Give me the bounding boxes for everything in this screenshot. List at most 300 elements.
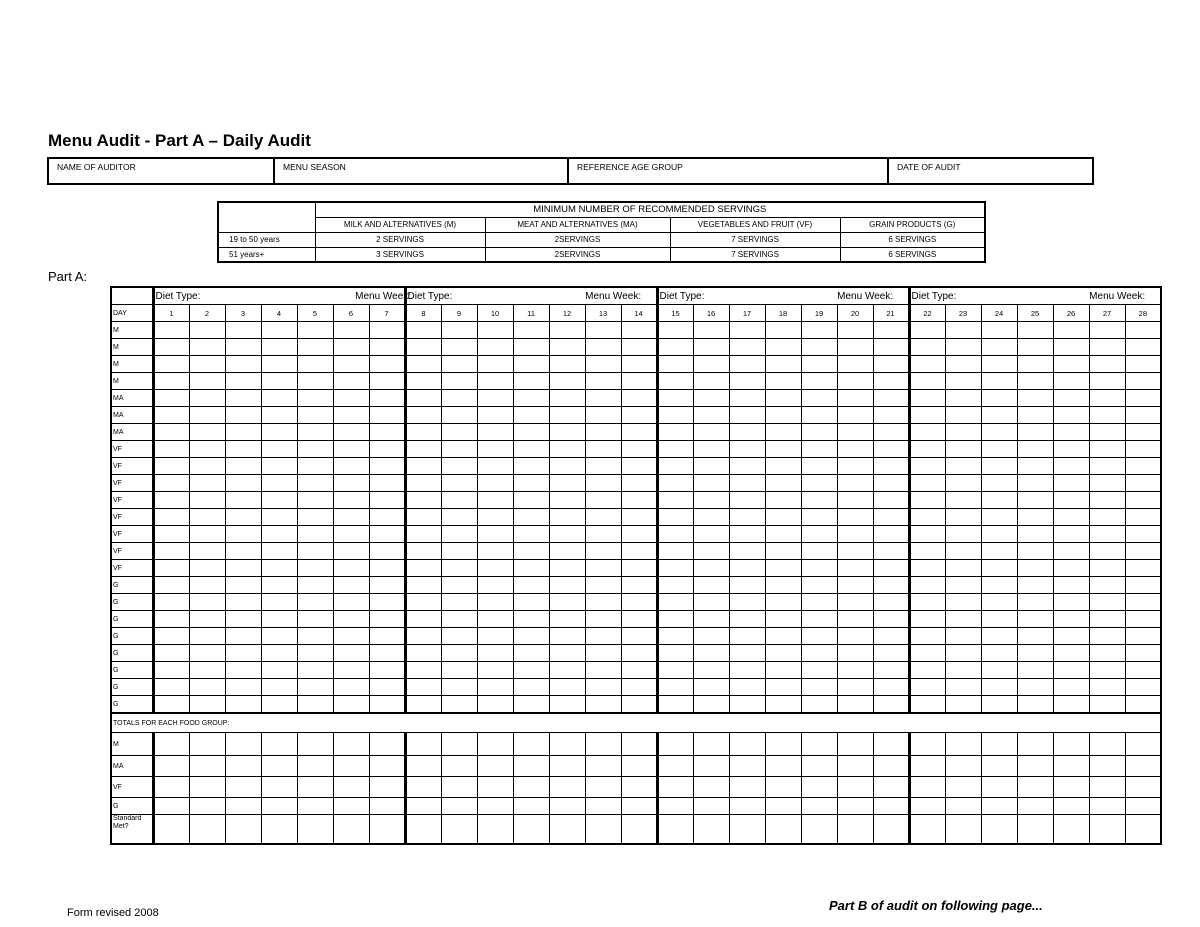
serving-entry-cell[interactable] bbox=[477, 373, 513, 390]
serving-entry-cell[interactable] bbox=[261, 577, 297, 594]
serving-entry-cell[interactable] bbox=[945, 509, 981, 526]
total-entry-cell[interactable] bbox=[729, 733, 765, 756]
serving-entry-cell[interactable] bbox=[405, 679, 441, 696]
serving-entry-cell[interactable] bbox=[333, 509, 369, 526]
serving-entry-cell[interactable] bbox=[333, 441, 369, 458]
serving-entry-cell[interactable] bbox=[981, 526, 1017, 543]
serving-entry-cell[interactable] bbox=[657, 696, 693, 714]
serving-entry-cell[interactable] bbox=[693, 373, 729, 390]
serving-entry-cell[interactable] bbox=[405, 645, 441, 662]
serving-entry-cell[interactable] bbox=[261, 441, 297, 458]
serving-entry-cell[interactable] bbox=[333, 356, 369, 373]
total-entry-cell[interactable] bbox=[1125, 798, 1161, 815]
serving-entry-cell[interactable] bbox=[657, 560, 693, 577]
serving-entry-cell[interactable] bbox=[729, 424, 765, 441]
total-entry-cell[interactable] bbox=[1017, 733, 1053, 756]
serving-entry-cell[interactable] bbox=[765, 526, 801, 543]
serving-entry-cell[interactable] bbox=[873, 373, 909, 390]
serving-entry-cell[interactable] bbox=[477, 645, 513, 662]
total-entry-cell[interactable] bbox=[261, 756, 297, 777]
total-entry-cell[interactable] bbox=[765, 777, 801, 798]
serving-entry-cell[interactable] bbox=[189, 322, 225, 339]
total-entry-cell[interactable] bbox=[441, 733, 477, 756]
serving-entry-cell[interactable] bbox=[693, 662, 729, 679]
serving-entry-cell[interactable] bbox=[297, 322, 333, 339]
serving-entry-cell[interactable] bbox=[981, 611, 1017, 628]
serving-entry-cell[interactable] bbox=[405, 373, 441, 390]
total-entry-cell[interactable] bbox=[369, 733, 405, 756]
serving-entry-cell[interactable] bbox=[981, 560, 1017, 577]
serving-entry-cell[interactable] bbox=[369, 492, 405, 509]
serving-entry-cell[interactable] bbox=[585, 424, 621, 441]
serving-entry-cell[interactable] bbox=[873, 662, 909, 679]
serving-entry-cell[interactable] bbox=[477, 526, 513, 543]
serving-entry-cell[interactable] bbox=[1053, 679, 1089, 696]
serving-entry-cell[interactable] bbox=[585, 390, 621, 407]
total-entry-cell[interactable] bbox=[369, 756, 405, 777]
standard-met-cell[interactable] bbox=[1089, 815, 1125, 845]
serving-entry-cell[interactable] bbox=[873, 628, 909, 645]
serving-entry-cell[interactable] bbox=[1053, 322, 1089, 339]
total-entry-cell[interactable] bbox=[981, 756, 1017, 777]
serving-entry-cell[interactable] bbox=[693, 390, 729, 407]
serving-entry-cell[interactable] bbox=[333, 577, 369, 594]
serving-entry-cell[interactable] bbox=[1017, 339, 1053, 356]
serving-entry-cell[interactable] bbox=[441, 611, 477, 628]
serving-entry-cell[interactable] bbox=[1053, 356, 1089, 373]
serving-entry-cell[interactable] bbox=[297, 611, 333, 628]
total-entry-cell[interactable] bbox=[405, 733, 441, 756]
serving-entry-cell[interactable] bbox=[1125, 407, 1161, 424]
serving-entry-cell[interactable] bbox=[1017, 509, 1053, 526]
total-entry-cell[interactable] bbox=[765, 756, 801, 777]
serving-entry-cell[interactable] bbox=[333, 424, 369, 441]
serving-entry-cell[interactable] bbox=[297, 441, 333, 458]
serving-entry-cell[interactable] bbox=[837, 356, 873, 373]
serving-entry-cell[interactable] bbox=[297, 662, 333, 679]
serving-entry-cell[interactable] bbox=[801, 662, 837, 679]
serving-entry-cell[interactable] bbox=[729, 475, 765, 492]
total-entry-cell[interactable] bbox=[189, 798, 225, 815]
total-entry-cell[interactable] bbox=[1053, 756, 1089, 777]
serving-entry-cell[interactable] bbox=[873, 594, 909, 611]
serving-entry-cell[interactable] bbox=[225, 696, 261, 714]
serving-entry-cell[interactable] bbox=[297, 526, 333, 543]
serving-entry-cell[interactable] bbox=[909, 560, 945, 577]
serving-entry-cell[interactable] bbox=[621, 441, 657, 458]
serving-entry-cell[interactable] bbox=[801, 322, 837, 339]
serving-entry-cell[interactable] bbox=[189, 407, 225, 424]
serving-entry-cell[interactable] bbox=[837, 339, 873, 356]
serving-entry-cell[interactable] bbox=[621, 475, 657, 492]
serving-entry-cell[interactable] bbox=[801, 492, 837, 509]
serving-entry-cell[interactable] bbox=[369, 441, 405, 458]
serving-entry-cell[interactable] bbox=[477, 390, 513, 407]
serving-entry-cell[interactable] bbox=[873, 407, 909, 424]
serving-entry-cell[interactable] bbox=[513, 662, 549, 679]
serving-entry-cell[interactable] bbox=[1089, 696, 1125, 714]
total-entry-cell[interactable] bbox=[549, 756, 585, 777]
serving-entry-cell[interactable] bbox=[693, 475, 729, 492]
serving-entry-cell[interactable] bbox=[549, 424, 585, 441]
serving-entry-cell[interactable] bbox=[549, 509, 585, 526]
serving-entry-cell[interactable] bbox=[837, 645, 873, 662]
serving-entry-cell[interactable] bbox=[297, 492, 333, 509]
serving-entry-cell[interactable] bbox=[1125, 645, 1161, 662]
total-entry-cell[interactable] bbox=[405, 777, 441, 798]
serving-entry-cell[interactable] bbox=[945, 628, 981, 645]
serving-entry-cell[interactable] bbox=[837, 475, 873, 492]
total-entry-cell[interactable] bbox=[1089, 777, 1125, 798]
serving-entry-cell[interactable] bbox=[153, 339, 189, 356]
total-entry-cell[interactable] bbox=[621, 756, 657, 777]
serving-entry-cell[interactable] bbox=[1017, 475, 1053, 492]
standard-met-cell[interactable] bbox=[441, 815, 477, 845]
serving-entry-cell[interactable] bbox=[765, 679, 801, 696]
serving-entry-cell[interactable] bbox=[153, 645, 189, 662]
serving-entry-cell[interactable] bbox=[513, 424, 549, 441]
total-entry-cell[interactable] bbox=[801, 798, 837, 815]
serving-entry-cell[interactable] bbox=[801, 628, 837, 645]
total-entry-cell[interactable] bbox=[441, 798, 477, 815]
serving-entry-cell[interactable] bbox=[945, 594, 981, 611]
serving-entry-cell[interactable] bbox=[1017, 407, 1053, 424]
total-entry-cell[interactable] bbox=[765, 798, 801, 815]
serving-entry-cell[interactable] bbox=[657, 492, 693, 509]
serving-entry-cell[interactable] bbox=[765, 577, 801, 594]
serving-entry-cell[interactable] bbox=[1053, 373, 1089, 390]
standard-met-cell[interactable] bbox=[1017, 815, 1053, 845]
serving-entry-cell[interactable] bbox=[1125, 356, 1161, 373]
serving-entry-cell[interactable] bbox=[261, 356, 297, 373]
serving-entry-cell[interactable] bbox=[873, 458, 909, 475]
serving-entry-cell[interactable] bbox=[261, 543, 297, 560]
serving-entry-cell[interactable] bbox=[1053, 560, 1089, 577]
serving-entry-cell[interactable] bbox=[657, 611, 693, 628]
serving-entry-cell[interactable] bbox=[657, 424, 693, 441]
serving-entry-cell[interactable] bbox=[441, 441, 477, 458]
serving-entry-cell[interactable] bbox=[693, 560, 729, 577]
total-entry-cell[interactable] bbox=[909, 777, 945, 798]
serving-entry-cell[interactable] bbox=[801, 441, 837, 458]
serving-entry-cell[interactable] bbox=[297, 696, 333, 714]
standard-met-cell[interactable] bbox=[477, 815, 513, 845]
serving-entry-cell[interactable] bbox=[981, 628, 1017, 645]
serving-entry-cell[interactable] bbox=[189, 628, 225, 645]
serving-entry-cell[interactable] bbox=[549, 441, 585, 458]
reference-age-group-field[interactable]: REFERENCE AGE GROUP bbox=[568, 158, 888, 184]
serving-entry-cell[interactable] bbox=[297, 373, 333, 390]
serving-entry-cell[interactable] bbox=[585, 492, 621, 509]
serving-entry-cell[interactable] bbox=[729, 526, 765, 543]
serving-entry-cell[interactable] bbox=[225, 679, 261, 696]
serving-entry-cell[interactable] bbox=[261, 696, 297, 714]
serving-entry-cell[interactable] bbox=[153, 322, 189, 339]
total-entry-cell[interactable] bbox=[1125, 733, 1161, 756]
serving-entry-cell[interactable] bbox=[909, 645, 945, 662]
serving-entry-cell[interactable] bbox=[693, 322, 729, 339]
serving-entry-cell[interactable] bbox=[513, 628, 549, 645]
serving-entry-cell[interactable] bbox=[189, 458, 225, 475]
serving-entry-cell[interactable] bbox=[297, 509, 333, 526]
serving-entry-cell[interactable] bbox=[837, 390, 873, 407]
serving-entry-cell[interactable] bbox=[477, 492, 513, 509]
serving-entry-cell[interactable] bbox=[1125, 322, 1161, 339]
total-entry-cell[interactable] bbox=[1053, 733, 1089, 756]
total-entry-cell[interactable] bbox=[405, 756, 441, 777]
serving-entry-cell[interactable] bbox=[909, 628, 945, 645]
serving-entry-cell[interactable] bbox=[1125, 373, 1161, 390]
serving-entry-cell[interactable] bbox=[801, 407, 837, 424]
standard-met-cell[interactable] bbox=[585, 815, 621, 845]
standard-met-cell[interactable] bbox=[801, 815, 837, 845]
serving-entry-cell[interactable] bbox=[621, 628, 657, 645]
serving-entry-cell[interactable] bbox=[981, 594, 1017, 611]
serving-entry-cell[interactable] bbox=[441, 509, 477, 526]
serving-entry-cell[interactable] bbox=[477, 322, 513, 339]
date-of-audit-field[interactable]: DATE OF AUDIT bbox=[888, 158, 1093, 184]
serving-entry-cell[interactable] bbox=[801, 356, 837, 373]
standard-met-cell[interactable] bbox=[621, 815, 657, 845]
serving-entry-cell[interactable] bbox=[765, 611, 801, 628]
serving-entry-cell[interactable] bbox=[261, 611, 297, 628]
serving-entry-cell[interactable] bbox=[225, 424, 261, 441]
serving-entry-cell[interactable] bbox=[909, 475, 945, 492]
serving-entry-cell[interactable] bbox=[873, 509, 909, 526]
serving-entry-cell[interactable] bbox=[333, 475, 369, 492]
serving-entry-cell[interactable] bbox=[333, 679, 369, 696]
serving-entry-cell[interactable] bbox=[693, 492, 729, 509]
total-entry-cell[interactable] bbox=[1053, 798, 1089, 815]
serving-entry-cell[interactable] bbox=[693, 356, 729, 373]
serving-entry-cell[interactable] bbox=[585, 696, 621, 714]
total-entry-cell[interactable] bbox=[657, 756, 693, 777]
serving-entry-cell[interactable] bbox=[153, 543, 189, 560]
serving-entry-cell[interactable] bbox=[1125, 611, 1161, 628]
serving-entry-cell[interactable] bbox=[729, 577, 765, 594]
serving-entry-cell[interactable] bbox=[333, 373, 369, 390]
serving-entry-cell[interactable] bbox=[225, 628, 261, 645]
serving-entry-cell[interactable] bbox=[405, 339, 441, 356]
serving-entry-cell[interactable] bbox=[909, 373, 945, 390]
total-entry-cell[interactable] bbox=[837, 777, 873, 798]
serving-entry-cell[interactable] bbox=[441, 662, 477, 679]
serving-entry-cell[interactable] bbox=[1017, 662, 1053, 679]
serving-entry-cell[interactable] bbox=[369, 577, 405, 594]
serving-entry-cell[interactable] bbox=[225, 662, 261, 679]
serving-entry-cell[interactable] bbox=[981, 577, 1017, 594]
serving-entry-cell[interactable] bbox=[1089, 543, 1125, 560]
serving-entry-cell[interactable] bbox=[225, 407, 261, 424]
total-entry-cell[interactable] bbox=[801, 777, 837, 798]
serving-entry-cell[interactable] bbox=[621, 339, 657, 356]
serving-entry-cell[interactable] bbox=[621, 458, 657, 475]
serving-entry-cell[interactable] bbox=[333, 390, 369, 407]
serving-entry-cell[interactable] bbox=[801, 577, 837, 594]
serving-entry-cell[interactable] bbox=[801, 475, 837, 492]
serving-entry-cell[interactable] bbox=[153, 662, 189, 679]
serving-entry-cell[interactable] bbox=[801, 696, 837, 714]
total-entry-cell[interactable] bbox=[693, 756, 729, 777]
serving-entry-cell[interactable] bbox=[369, 560, 405, 577]
total-entry-cell[interactable] bbox=[801, 756, 837, 777]
serving-entry-cell[interactable] bbox=[693, 594, 729, 611]
serving-entry-cell[interactable] bbox=[153, 407, 189, 424]
serving-entry-cell[interactable] bbox=[801, 509, 837, 526]
serving-entry-cell[interactable] bbox=[837, 526, 873, 543]
total-entry-cell[interactable] bbox=[261, 798, 297, 815]
serving-entry-cell[interactable] bbox=[1053, 390, 1089, 407]
serving-entry-cell[interactable] bbox=[225, 441, 261, 458]
standard-met-cell[interactable] bbox=[333, 815, 369, 845]
serving-entry-cell[interactable] bbox=[945, 543, 981, 560]
serving-entry-cell[interactable] bbox=[621, 492, 657, 509]
serving-entry-cell[interactable] bbox=[261, 407, 297, 424]
serving-entry-cell[interactable] bbox=[729, 322, 765, 339]
serving-entry-cell[interactable] bbox=[189, 679, 225, 696]
total-entry-cell[interactable] bbox=[585, 777, 621, 798]
serving-entry-cell[interactable] bbox=[1053, 526, 1089, 543]
serving-entry-cell[interactable] bbox=[225, 509, 261, 526]
serving-entry-cell[interactable] bbox=[261, 492, 297, 509]
serving-entry-cell[interactable] bbox=[441, 679, 477, 696]
total-entry-cell[interactable] bbox=[189, 756, 225, 777]
serving-entry-cell[interactable] bbox=[1053, 577, 1089, 594]
serving-entry-cell[interactable] bbox=[981, 356, 1017, 373]
total-entry-cell[interactable] bbox=[225, 777, 261, 798]
serving-entry-cell[interactable] bbox=[297, 628, 333, 645]
serving-entry-cell[interactable] bbox=[873, 645, 909, 662]
serving-entry-cell[interactable] bbox=[693, 407, 729, 424]
total-entry-cell[interactable] bbox=[153, 756, 189, 777]
serving-entry-cell[interactable] bbox=[225, 611, 261, 628]
serving-entry-cell[interactable] bbox=[225, 390, 261, 407]
serving-entry-cell[interactable] bbox=[981, 492, 1017, 509]
serving-entry-cell[interactable] bbox=[477, 407, 513, 424]
serving-entry-cell[interactable] bbox=[441, 543, 477, 560]
serving-entry-cell[interactable] bbox=[1125, 441, 1161, 458]
serving-entry-cell[interactable] bbox=[1089, 560, 1125, 577]
serving-entry-cell[interactable] bbox=[261, 475, 297, 492]
standard-met-cell[interactable] bbox=[945, 815, 981, 845]
serving-entry-cell[interactable] bbox=[297, 356, 333, 373]
serving-entry-cell[interactable] bbox=[405, 526, 441, 543]
serving-entry-cell[interactable] bbox=[621, 611, 657, 628]
serving-entry-cell[interactable] bbox=[1053, 594, 1089, 611]
serving-entry-cell[interactable] bbox=[1017, 645, 1053, 662]
serving-entry-cell[interactable] bbox=[333, 628, 369, 645]
serving-entry-cell[interactable] bbox=[585, 543, 621, 560]
serving-entry-cell[interactable] bbox=[441, 577, 477, 594]
total-entry-cell[interactable] bbox=[693, 777, 729, 798]
serving-entry-cell[interactable] bbox=[477, 594, 513, 611]
serving-entry-cell[interactable] bbox=[549, 356, 585, 373]
serving-entry-cell[interactable] bbox=[153, 356, 189, 373]
total-entry-cell[interactable] bbox=[729, 756, 765, 777]
serving-entry-cell[interactable] bbox=[513, 441, 549, 458]
serving-entry-cell[interactable] bbox=[657, 390, 693, 407]
serving-entry-cell[interactable] bbox=[549, 696, 585, 714]
serving-entry-cell[interactable] bbox=[873, 560, 909, 577]
serving-entry-cell[interactable] bbox=[693, 441, 729, 458]
total-entry-cell[interactable] bbox=[153, 777, 189, 798]
serving-entry-cell[interactable] bbox=[513, 560, 549, 577]
serving-entry-cell[interactable] bbox=[513, 407, 549, 424]
serving-entry-cell[interactable] bbox=[621, 679, 657, 696]
serving-entry-cell[interactable] bbox=[1089, 441, 1125, 458]
serving-entry-cell[interactable] bbox=[153, 424, 189, 441]
serving-entry-cell[interactable] bbox=[621, 356, 657, 373]
serving-entry-cell[interactable] bbox=[1017, 628, 1053, 645]
serving-entry-cell[interactable] bbox=[153, 492, 189, 509]
serving-entry-cell[interactable] bbox=[1089, 339, 1125, 356]
serving-entry-cell[interactable] bbox=[693, 424, 729, 441]
serving-entry-cell[interactable] bbox=[297, 543, 333, 560]
serving-entry-cell[interactable] bbox=[693, 526, 729, 543]
serving-entry-cell[interactable] bbox=[621, 509, 657, 526]
serving-entry-cell[interactable] bbox=[837, 543, 873, 560]
serving-entry-cell[interactable] bbox=[585, 373, 621, 390]
serving-entry-cell[interactable] bbox=[549, 322, 585, 339]
serving-entry-cell[interactable] bbox=[981, 679, 1017, 696]
serving-entry-cell[interactable] bbox=[585, 662, 621, 679]
total-entry-cell[interactable] bbox=[585, 733, 621, 756]
serving-entry-cell[interactable] bbox=[441, 322, 477, 339]
serving-entry-cell[interactable] bbox=[405, 509, 441, 526]
serving-entry-cell[interactable] bbox=[369, 662, 405, 679]
serving-entry-cell[interactable] bbox=[657, 577, 693, 594]
serving-entry-cell[interactable] bbox=[297, 407, 333, 424]
serving-entry-cell[interactable] bbox=[765, 407, 801, 424]
serving-entry-cell[interactable] bbox=[909, 577, 945, 594]
serving-entry-cell[interactable] bbox=[1125, 662, 1161, 679]
serving-entry-cell[interactable] bbox=[729, 611, 765, 628]
serving-entry-cell[interactable] bbox=[405, 424, 441, 441]
total-entry-cell[interactable] bbox=[549, 733, 585, 756]
serving-entry-cell[interactable] bbox=[477, 475, 513, 492]
serving-entry-cell[interactable] bbox=[945, 356, 981, 373]
total-entry-cell[interactable] bbox=[261, 777, 297, 798]
serving-entry-cell[interactable] bbox=[441, 560, 477, 577]
serving-entry-cell[interactable] bbox=[765, 322, 801, 339]
serving-entry-cell[interactable] bbox=[405, 407, 441, 424]
serving-entry-cell[interactable] bbox=[657, 441, 693, 458]
serving-entry-cell[interactable] bbox=[189, 475, 225, 492]
serving-entry-cell[interactable] bbox=[405, 594, 441, 611]
total-entry-cell[interactable] bbox=[1053, 777, 1089, 798]
serving-entry-cell[interactable] bbox=[1053, 509, 1089, 526]
serving-entry-cell[interactable] bbox=[909, 441, 945, 458]
serving-entry-cell[interactable] bbox=[333, 594, 369, 611]
total-entry-cell[interactable] bbox=[1089, 798, 1125, 815]
serving-entry-cell[interactable] bbox=[909, 322, 945, 339]
serving-entry-cell[interactable] bbox=[693, 577, 729, 594]
serving-entry-cell[interactable] bbox=[477, 458, 513, 475]
serving-entry-cell[interactable] bbox=[693, 509, 729, 526]
serving-entry-cell[interactable] bbox=[729, 509, 765, 526]
serving-entry-cell[interactable] bbox=[1017, 458, 1053, 475]
standard-met-cell[interactable] bbox=[1053, 815, 1089, 845]
serving-entry-cell[interactable] bbox=[261, 390, 297, 407]
serving-entry-cell[interactable] bbox=[945, 645, 981, 662]
serving-entry-cell[interactable] bbox=[981, 475, 1017, 492]
serving-entry-cell[interactable] bbox=[981, 339, 1017, 356]
serving-entry-cell[interactable] bbox=[1017, 373, 1053, 390]
serving-entry-cell[interactable] bbox=[405, 577, 441, 594]
serving-entry-cell[interactable] bbox=[729, 645, 765, 662]
total-entry-cell[interactable] bbox=[333, 777, 369, 798]
serving-entry-cell[interactable] bbox=[477, 679, 513, 696]
